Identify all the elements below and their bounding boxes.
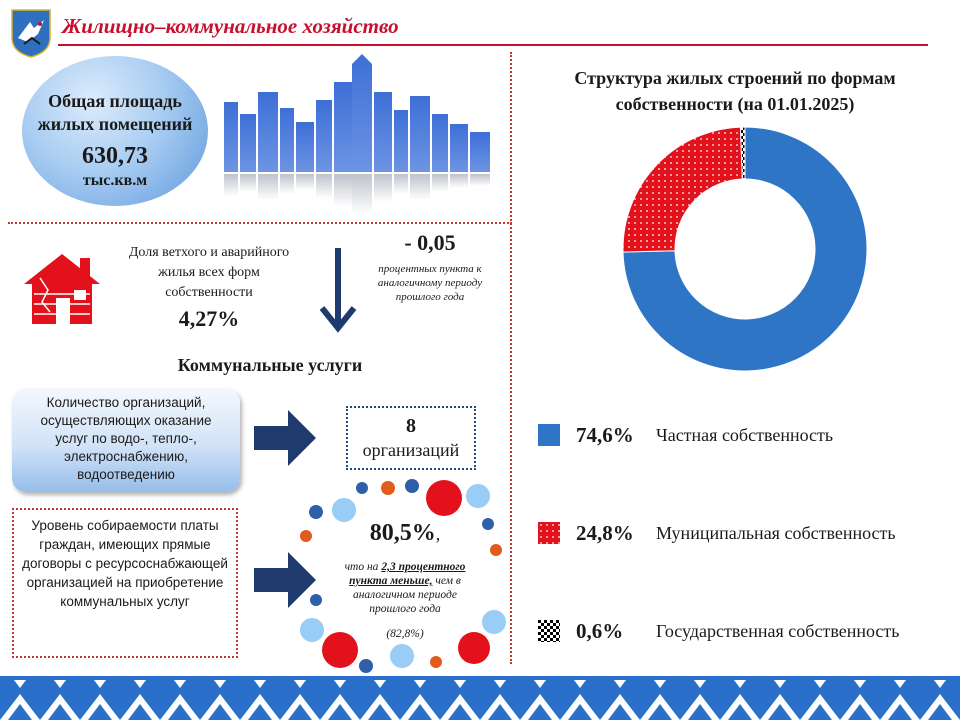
legend-item-state [538,614,958,648]
dilapidated-label: Доля ветхого и аварийного жилья всех форм собственности [128,245,290,300]
housing-area-label: Общая площадь жилых помещений [37,91,193,134]
divider-horizontal [8,222,512,224]
legend-item-private [538,418,958,452]
title-underline [58,44,928,46]
legend-swatch-private [538,424,560,446]
collection-note-post: чем в аналогичном периоде прошлого года [352,575,461,615]
collection-comma: , [435,524,441,544]
housing-area-unit: тыс.кв.м [82,172,148,189]
collection-percent: 80,5% [369,520,436,546]
legend-value-state: 0,6% [576,619,624,643]
page-title: Жилищно–коммунальное хозяйство [62,14,399,38]
collection-note-pre: что на [344,561,379,573]
communal-title: Коммунальные услуги [177,355,363,375]
broken-house-icon [20,248,104,326]
ownership-donut-chart [620,124,870,374]
donut-slice-municipal [623,127,742,252]
legend-value-private: 74,6% [576,423,634,447]
ornament-border [0,676,960,720]
collection-value [330,520,480,547]
collection-note [330,560,480,616]
legend-item-municipal [538,516,958,550]
organizations-unit: организаций [362,440,460,460]
coat-of-arms-icon [10,8,52,58]
legend-swatch-state [538,620,560,642]
dilapidated-delta-value: - 0,05 [404,230,456,255]
legend-label-municipal: Муниципальная собственность [656,523,896,543]
collection-desc-box: Уровень собираемости платы граждан, имеющих прямые договоры с ресурсоснабжающей организацией на приобретение коммунальных услуг [12,508,238,658]
organizations-desc-box: Количество организаций, осуществляющих оказание услуг по водо-, тепло-, электроснабжению, водоотведению [12,388,240,492]
dilapidated-value: 4,27% [178,306,240,331]
legend-label-state: Государственная собственность [656,621,900,641]
organizations-count-box [346,406,476,470]
housing-area-bubble [22,56,208,206]
housing-area-value: 630,73 [82,143,148,169]
dilapidated-delta-desc: процентных пункта к аналогичному периоду прошлого года [377,263,483,303]
legend-value-municipal: 24,8% [576,521,634,545]
city-skyline-icon [222,52,494,218]
legend-label-private: Частная собственность [656,425,834,445]
legend-swatch-municipal [538,522,560,544]
chart-title: Структура жилых строений по формам собственности (на 01.01.2025) [574,68,896,114]
collection-note-bold: 2,3 процентного пункта меньше, [349,561,466,587]
collection-prev-value: (82,8%) [386,628,424,640]
organizations-count: 8 [406,415,416,437]
arrow-down-icon [318,246,358,334]
arrow-right-icon [254,410,316,466]
